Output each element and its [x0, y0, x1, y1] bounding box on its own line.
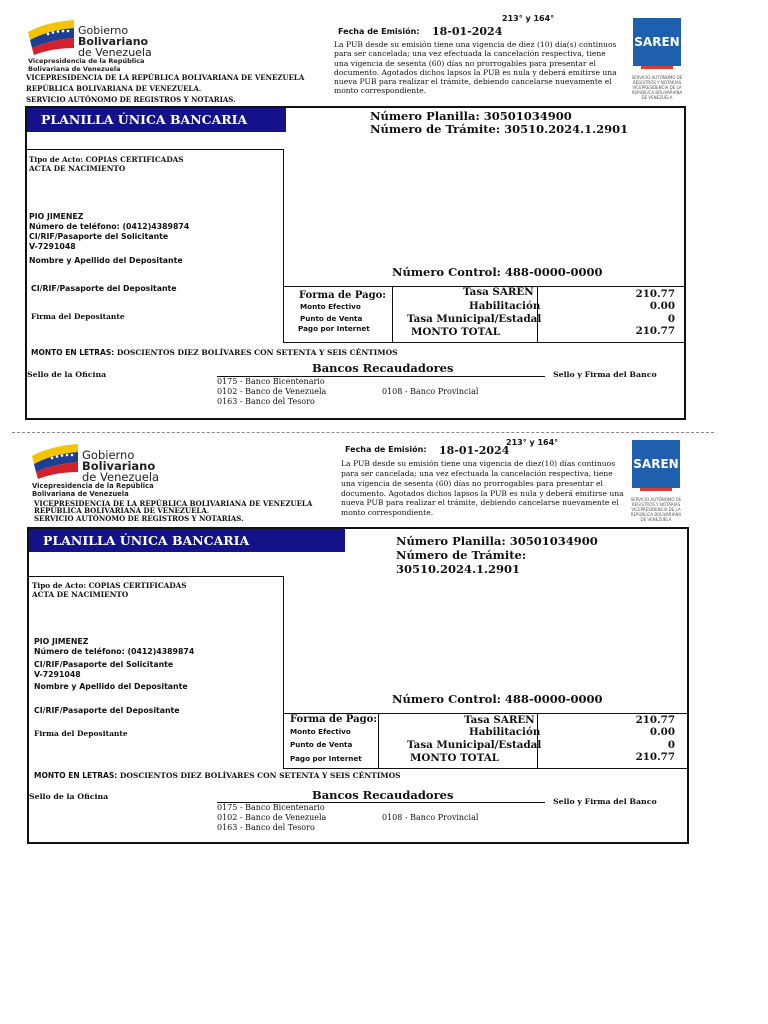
vice-line-1: Vicepresidencia de la República	[28, 57, 145, 65]
sello-banco: Sello y Firma del Banco	[553, 797, 657, 806]
monto-letras	[34, 771, 401, 780]
monto-letras-label: MONTO EN LETRAS:	[31, 348, 115, 357]
fecha-value: 18-01-2024	[439, 444, 510, 457]
venezuela-flag-icon	[30, 442, 82, 480]
pago-internet: Pago por Internet	[290, 754, 362, 763]
banco-2: 0102 - Banco de Venezuela	[217, 387, 327, 396]
banco-1: 0175 - Banco Bicentenario	[217, 377, 325, 386]
venezuela-flag-icon	[26, 18, 78, 56]
banner-title: PLANILLA ÚNICA BANCARIA	[29, 529, 345, 552]
monto-efectivo: Monto Efectivo	[290, 727, 351, 736]
punto-venta: Punto de Venta	[290, 740, 353, 749]
banner-title: PLANILLA ÚNICA BANCARIA	[27, 108, 286, 132]
numero-tramite-line-2: 30510.2024.1.2901	[396, 562, 521, 576]
gobierno-logo	[26, 16, 176, 72]
org-line-3: SERVICIO AUTÓNOMO DE REGISTROS Y NOTARIAS.	[34, 514, 244, 523]
tasa-municipal-value: 0	[667, 739, 675, 751]
numero-control: Número Control: 488-0000-0000	[392, 265, 603, 279]
habilitacion-label: Habilitación	[469, 300, 541, 312]
saren-logo-icon: SAREN	[633, 18, 681, 66]
telefono: Número de teléfono: (0412)4389874	[34, 647, 195, 656]
gobierno-logo	[30, 440, 190, 500]
numero-planilla: Número Planilla: 30501034900	[396, 534, 598, 548]
tasa-municipal-label: Tasa Municipal/Estadal	[407, 739, 542, 751]
vice-line-1: Vicepresidencia de la República	[32, 482, 154, 490]
monto-letras-value: DOSCIENTOS DIEZ BOLÍVARES CON SETENTA Y SEIS CÉNTIMOS	[119, 771, 401, 780]
coords: 213° y 164°	[506, 438, 559, 447]
ci-solicitante-label: CI/RIF/Pasaporte del Solicitante	[34, 660, 174, 669]
monto-efectivo: Monto Efectivo	[300, 302, 361, 311]
vigencia-text: La PUB desde su emisión tiene una vigencia de diez(10) días continuos para ser cancelada; una vez efectuada la cancelación respectiva, tiene una vigencia de sesenta (60) días no prorrogables para presentar el documento. Agotados dichos lapsos la PUB es nula y deberá emitirse una nueva PUB para realizar el trámite, debiendo cancelarse nuevamente el monto correspondiente.	[341, 459, 624, 518]
pago-internet: Pago por Internet	[298, 324, 370, 333]
nombre-depositante-label: Nombre y Apellido del Depositante	[29, 256, 183, 265]
tasa-municipal-value: 0	[667, 313, 675, 325]
gov-line-1: Gobierno	[82, 448, 135, 462]
org-line-1: VICEPRESIDENCIA DE LA REPÚBLICA BOLIVARIANA DE VENEZUELA	[34, 499, 313, 508]
tasa-municipal-label: Tasa Municipal/Estadal	[407, 313, 542, 325]
banco-3: 0163 - Banco del Tesoro	[217, 823, 315, 832]
numero-control: Número Control: 488-0000-0000	[392, 692, 603, 706]
fecha-value: 18-01-2024	[432, 25, 503, 38]
monto-total-label: MONTO TOTAL	[411, 326, 500, 338]
org-line-2: REPÚBLICA BOLIVARIANA DE VENEZUELA.	[34, 506, 210, 515]
tasa-saren-value: 210.77	[635, 288, 675, 300]
vigencia-text: La PUB desde su emisión tiene una vigencia de diez (10) día(s) continuos para ser cancelada; una vez efectuada la cancelación respectiva, tiene una vigencia de sesenta (60) días no prorrogables para presentar el documento. Agotados dichos lapsos la PUB es nula y deberá emitirse una nueva PUB para realizar el trámite, debiendo cancelarse nuevamente el monto correspondiente.	[334, 40, 617, 96]
ci-solicitante: V-7291048	[34, 670, 81, 679]
numero-planilla: Número Planilla: 30501034900	[370, 109, 572, 123]
habilitacion-value: 0.00	[649, 726, 675, 738]
gov-line-2: Bolivariano	[78, 35, 149, 48]
vice-line-2: Bolivariana de Venezuela	[32, 490, 129, 498]
sello-oficina: Sello de la Oficina	[29, 792, 109, 801]
ci-solicitante-label: CI/RIF/Pasaporte del Solicitante	[29, 232, 169, 241]
tipo-acto: Tipo de Acto: COPIAS CERTIFICADAS	[32, 581, 187, 590]
monto-letras	[31, 348, 398, 357]
sello-oficina: Sello de la Oficina	[27, 370, 107, 379]
forma-pago-label: Forma de Pago:	[299, 290, 386, 301]
acta: ACTA DE NACIMIENTO	[29, 164, 126, 173]
firma-depositante-label: Firma del Depositante	[34, 729, 128, 738]
tasa-saren-label: Tasa SAREN	[463, 286, 534, 298]
ci-depositante-label: CI/RIF/Pasaporte del Depositante	[31, 284, 177, 293]
habilitacion-value: 0.00	[649, 300, 675, 312]
banco-4: 0108 - Banco Provincial	[382, 387, 479, 396]
ci-depositante-label: CI/RIF/Pasaporte del Depositante	[34, 706, 180, 715]
solicitante-nombre: PIO JIMENEZ	[29, 212, 84, 221]
tasa-saren-label: Tasa SAREN	[464, 714, 535, 726]
saren-subtitle: SERVICIO AUTÓNOMO DE REGISTROS Y NOTARÍAS VICEPRESIDENCIA DE LA REPÚBLICA BOLIVARIANA DE VENEZUELA	[631, 75, 683, 100]
habilitacion-label: Habilitación	[469, 726, 541, 738]
gov-line-3: de Venezuela	[78, 46, 152, 59]
forma-pago-label: Forma de Pago:	[290, 714, 377, 725]
banco-1: 0175 - Banco Bicentenario	[217, 803, 325, 812]
firma-depositante-label: Firma del Depositante	[31, 312, 125, 321]
solicitante-nombre: PIO JIMENEZ	[34, 637, 89, 646]
gov-line-2: Bolivariano	[82, 459, 156, 473]
sello-banco: Sello y Firma del Banco	[553, 370, 657, 379]
coords: 213° y 164°	[502, 14, 555, 23]
numero-tramite-line-1: Número de Trámite:	[396, 548, 527, 562]
numero-tramite: Número de Trámite: 30510.2024.1.2901	[370, 122, 629, 136]
bancos-title: Bancos Recaudadores	[312, 788, 454, 802]
tipo-acto: Tipo de Acto: COPIAS CERTIFICADAS	[29, 155, 184, 164]
fecha-label: Fecha de Emisión:	[338, 27, 420, 36]
gov-line-3: de Venezuela	[82, 470, 160, 484]
nombre-depositante-label: Nombre y Apellido del Depositante	[34, 682, 188, 691]
cut-line	[12, 432, 714, 433]
monto-total-value: 210.77	[635, 751, 675, 763]
vice-line-2: Bolivariana de Venezuela	[28, 65, 121, 73]
monto-total-value: 210.77	[635, 325, 675, 337]
tasa-saren-value: 210.77	[635, 714, 675, 726]
monto-letras-value: DOSCIENTOS DIEZ BOLÍVARES CON SETENTA Y SEIS CÉNTIMOS	[116, 348, 398, 357]
fecha-label: Fecha de Emisión:	[345, 445, 427, 454]
org-line-2: REPÚBLICA BOLIVARIANA DE VENEZUELA.	[26, 84, 202, 93]
monto-letras-label: MONTO EN LETRAS:	[34, 771, 118, 780]
ci-solicitante: V-7291048	[29, 242, 76, 251]
saren-subtitle: SERVICIO AUTÓNOMO DE REGISTROS Y NOTARÍAS VICEPRESIDENCIA DE LA REPÚBLICA BOLIVARIANA DE VENEZUELA	[630, 497, 682, 522]
banco-2: 0102 - Banco de Venezuela	[217, 813, 327, 822]
telefono: Número de teléfono: (0412)4389874	[29, 222, 190, 231]
acta: ACTA DE NACIMIENTO	[32, 590, 129, 599]
gov-line-1: Gobierno	[78, 24, 129, 37]
org-line-3: SERVICIO AUTÓNOMO DE REGISTROS Y NOTARIAS.	[26, 95, 236, 104]
monto-total-label: MONTO TOTAL	[410, 752, 499, 764]
banco-3: 0163 - Banco del Tesoro	[217, 397, 315, 406]
banco-4: 0108 - Banco Provincial	[382, 813, 479, 822]
bancos-title: Bancos Recaudadores	[312, 361, 454, 375]
saren-logo-icon: SAREN	[632, 440, 680, 488]
org-line-1: VICEPRESIDENCIA DE LA REPÚBLICA BOLIVARIANA DE VENEZUELA	[26, 73, 305, 82]
punto-venta: Punto de Venta	[300, 314, 363, 323]
